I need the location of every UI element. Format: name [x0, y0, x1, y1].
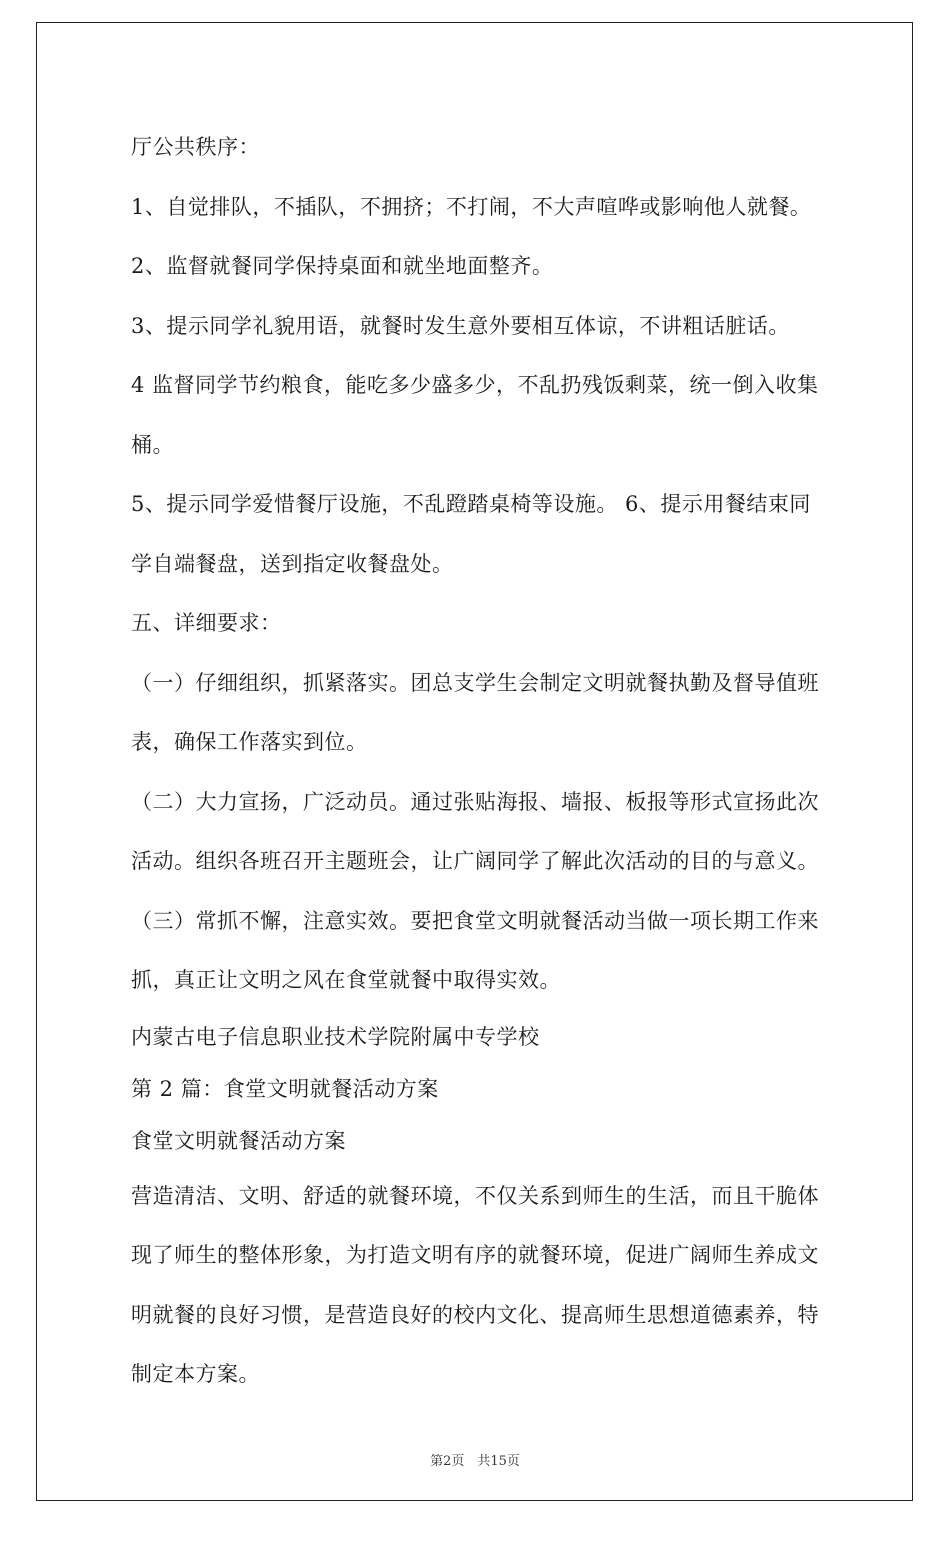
- paragraph-rule-2: 2、监督就餐同学保持桌面和就坐地面整齐。: [131, 254, 554, 278]
- page-footer: 第2页 共15页: [430, 1454, 520, 1469]
- paragraph-introduction: 营造清洁、文明、舒适的就餐环境，不仅关系到师生的生活，而且干脆体现了师生的整体形象，为打造文明有序的就餐环境，促进广阔师生养成文明就餐的良好习惯，是营造良好的校内文化、提高师生思想道德素养，特制定本方案。: [131, 1183, 819, 1386]
- paragraph-rule-4: 4 监督同学节约粮食，能吃多少盛多少，不乱扔残饭剩菜，统一倒入收集桶。: [131, 373, 819, 457]
- document-body: [131, 118, 831, 1405]
- paragraph-rule-1: 1、自觉排队，不插队，不拥挤；不打闹，不大声喧哗或影响他人就餐。: [131, 194, 812, 219]
- chapter-heading: 第 2 篇：食堂文明就餐活动方案: [131, 1076, 439, 1101]
- document-title: 食堂文明就餐活动方案: [131, 1128, 346, 1153]
- paragraph-rule-5-6: 5、提示同学爱惜餐厅设施，不乱蹬踏桌椅等设施。 6、提示用餐结束同学自端餐盘，送到指定收餐盘处。: [131, 492, 811, 576]
- section-heading-requirements: 五、详细要求：: [131, 611, 282, 635]
- paragraph-order-heading: 厅公共秩序：: [131, 135, 260, 159]
- paragraph-requirement-1: （一）仔细组织，抓紧落实。团总支学生会制定文明就餐执勤及督导值班表，确保工作落实到位。: [131, 670, 819, 754]
- paragraph-rule-3: 3、提示同学礼貌用语，就餐时发生意外要相互体谅，不讲粗话脏话。: [131, 313, 790, 338]
- school-name: 内蒙古电子信息职业技术学院附属中专学校: [131, 1024, 540, 1049]
- paragraph-requirement-2-3: （二）大力宣扬，广泛动员。通过张贴海报、墙报、板报等形式宣扬此次活动。组织各班召开主题班会，让广阔同学了解此次活动的目的与意义。 （三）常抓不懈，注意实效。要把食堂文明就餐活动当做一项长期工作来抓，真正让文明之风在食堂就餐中取得实效。: [131, 789, 819, 992]
